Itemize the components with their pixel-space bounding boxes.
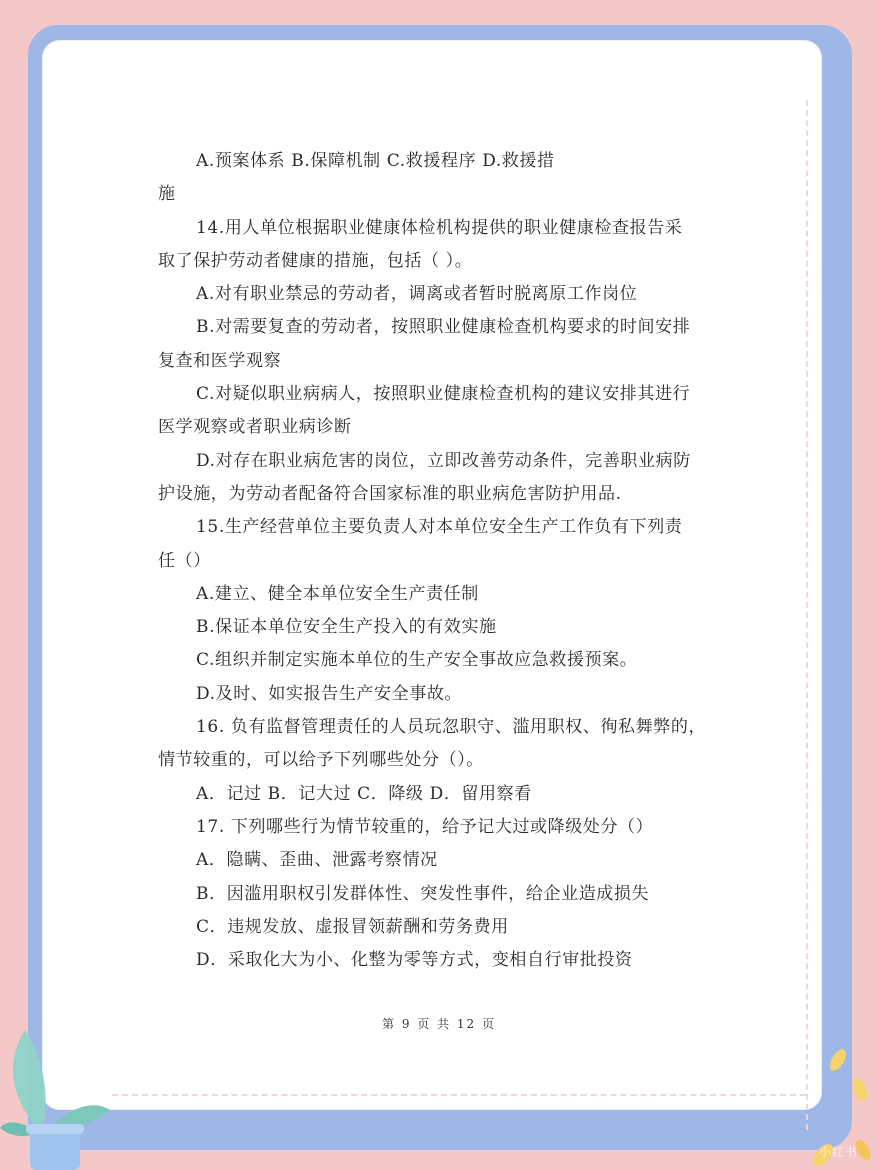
option-line: B.保证本单位安全生产投入的有效实施 [196, 617, 497, 638]
option-line: C.对疑似职业病病人，按照职业健康检查机构的建议安排其进行 [196, 384, 691, 405]
text-line: 取了保护劳动者健康的措施，包括（ ）。 [158, 250, 473, 271]
option-line: A.建立、健全本单位安全生产责任制 [196, 583, 479, 604]
document-body [158, 145, 706, 977]
option-line: D．采取化大为小、化整为零等方式，变相自行审批投资 [196, 950, 633, 971]
text-line: 复查和医学观察 [158, 350, 282, 371]
text-line: 任（） [158, 550, 211, 571]
option-line: B.对需要复查的劳动者，按照职业健康检查机构要求的时间安排 [196, 317, 691, 338]
question-line: 14.用人单位根据职业健康体检机构提供的职业健康检查报告采 [196, 217, 683, 238]
option-line: A．记过 B．记大过 C．降级 D．留用察看 [196, 783, 532, 804]
text-line: 施 [158, 184, 176, 205]
option-line: D.对存在职业病危害的岗位，立即改善劳动条件，完善职业病防 [196, 450, 691, 471]
question-line: 15.生产经营单位主要负责人对本单位安全生产工作负有下列责 [196, 517, 683, 538]
option-line: D.及时、如实报告生产安全事故。 [196, 683, 463, 704]
text-line: 护设施，为劳动者配备符合国家标准的职业病危害防护用品. [158, 483, 622, 504]
option-line: C.组织并制定实施本单位的生产安全事故应急救援预案。 [196, 650, 638, 671]
text-line: 情节较重的，可以给予下列哪些处分（）。 [158, 750, 484, 771]
question-line: 17. 下列哪些行为情节较重的，给予记大过或降级处分（） [196, 816, 654, 837]
option-line: C．违规发放、虚报冒领薪酬和劳务费用 [196, 916, 509, 937]
option-line: A.对有职业禁忌的劳动者，调离或者暂时脱离原工作岗位 [196, 284, 638, 305]
page-edge-decoration [112, 1092, 806, 1096]
question-line: 16. 负有监督管理责任的人员玩忽职守、滥用职权、徇私舞弊的， [196, 717, 706, 738]
text-line: 医学观察或者职业病诊断 [158, 417, 352, 438]
watermark: 小红书 [818, 1145, 858, 1159]
plant-decoration-icon [0, 1020, 120, 1170]
option-line: B．因滥用职权引发群体性、突发性事件，给企业造成损失 [196, 883, 650, 904]
page-edge-decoration [804, 100, 808, 1130]
option-line: A．隐瞒、歪曲、泄露考察情况 [196, 850, 438, 871]
text-line: A.预案体系 B.保障机制 C.救援程序 D.救援措 [196, 151, 555, 171]
page-number: 第 9 页 共 12 页 [382, 1017, 496, 1031]
